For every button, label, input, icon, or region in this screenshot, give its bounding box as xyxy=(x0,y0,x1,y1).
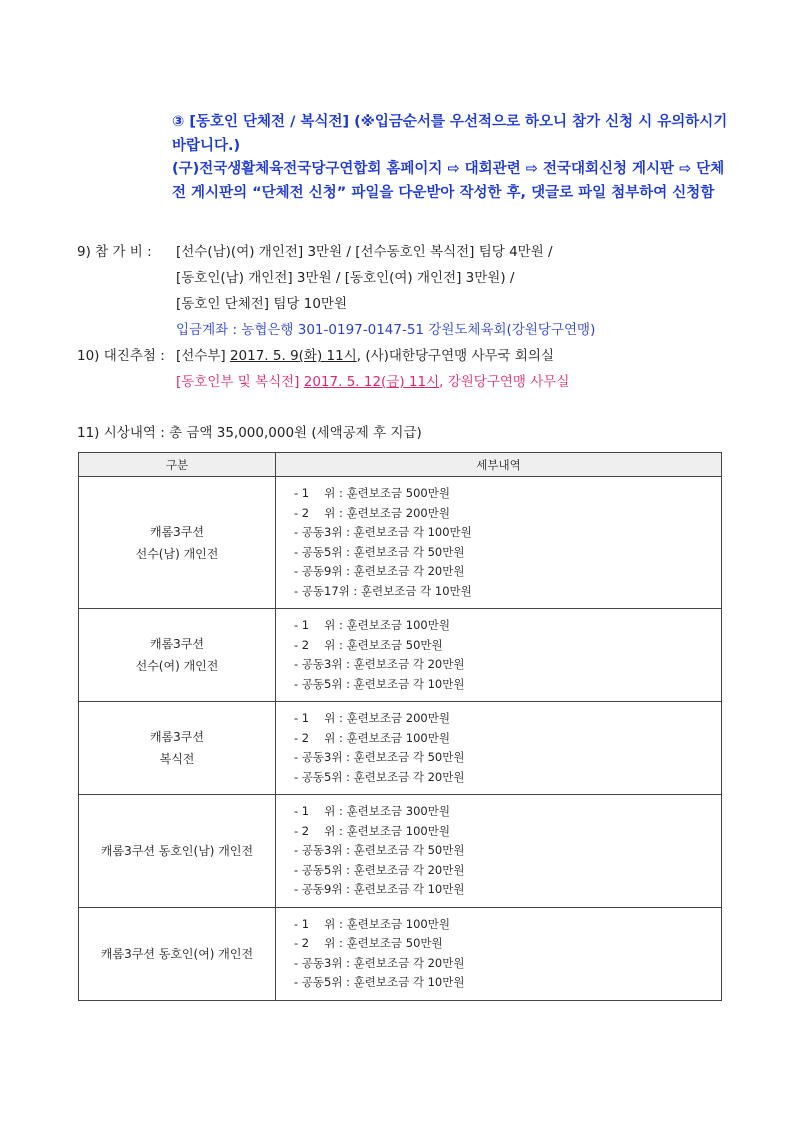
team-entry-instructions: (구)전국생활체육전국당구연합회 홈페이지 ⇨ 대회관련 ⇨ 전국대회신청 게시판 ⇨ 단체전 게시판의 “단체전 신청” 파일을 다운받아 작성한 후, 댓글로 파일 첨부하여 신청함 xyxy=(172,161,725,201)
fee-text-3: [동호인 단체전] 팀당 10만원 xyxy=(176,296,347,312)
prize-detail-line: - 공동3위 : 훈련보조금 각 20만원 xyxy=(294,955,465,970)
draw-label: 10) 대진추첨 : xyxy=(77,348,165,364)
prize-detail-line: - 공동9위 : 훈련보조금 각 20만원 xyxy=(294,564,465,578)
prize-detail-line: - 공동3위 : 훈련보조금 각 100만원 xyxy=(294,525,472,539)
prize-detail-line: - 공동9위 : 훈련보조금 각 10만원 xyxy=(294,882,465,896)
prize-category xyxy=(79,702,276,795)
prize-category xyxy=(79,907,276,1000)
category-line: 캐롬3쿠션 xyxy=(149,637,204,651)
category-line: 캐롬3쿠션 동호인(여) 개인전 xyxy=(100,946,254,961)
prize-details xyxy=(276,609,722,702)
team-entry-notice xyxy=(172,111,738,205)
prize-detail-line: - 1 위 : 훈련보조금 200만원 xyxy=(294,711,450,725)
prize-table xyxy=(78,452,722,1001)
draw-amateur-prefix: [동호인부 및 복식전] xyxy=(176,374,304,390)
prize-detail-line: - 1 위 : 훈련보조금 100만원 xyxy=(294,618,450,632)
draw-amateur-location: , 강원당구연맹 사무실 xyxy=(439,374,570,390)
prize-category xyxy=(79,609,276,702)
header-details: 세부내역 xyxy=(276,453,722,477)
prize-row xyxy=(79,702,722,795)
draw-amateur-text xyxy=(176,372,569,392)
fee-text-1: [선수(남)(여) 개인전] 3만원 / [선수동호인 복식전] 팀당 4만원 / xyxy=(176,244,553,260)
category-line: 캐롬3쿠션 xyxy=(149,524,204,539)
prize-category xyxy=(79,477,276,609)
prize-category xyxy=(79,795,276,908)
header-category: 구분 xyxy=(79,453,276,477)
prize-detail-line: - 2 위 : 훈련보조금 100만원 xyxy=(294,730,450,745)
prize-detail-line: - 공동5위 : 훈련보조금 각 10만원 xyxy=(294,975,465,989)
prize-detail-line: - 공동17위 : 훈련보조금 각 10만원 xyxy=(294,583,472,598)
draw-amateur-date: 2017. 5. 12(금) 11시 xyxy=(303,374,440,390)
prize-detail-line: - 공동3위 : 훈련보조금 각 20만원 xyxy=(294,657,465,671)
draw-player-text xyxy=(176,346,554,366)
prize-row xyxy=(79,907,722,1000)
prize-detail-line: - 2 위 : 훈련보조금 50만원 xyxy=(294,637,443,652)
prize-details xyxy=(276,702,722,795)
prize-row xyxy=(79,477,722,609)
bank-account: 입금계좌 : 농협은행 301-0197-0147-51 강원도체육회(강원당구연맹) xyxy=(176,322,596,338)
prize-detail-line: - 공동5위 : 훈련보조금 각 10만원 xyxy=(294,676,465,691)
prize-table-header xyxy=(79,453,722,477)
prize-detail-line: - 1 위 : 훈련보조금 100만원 xyxy=(294,916,450,931)
category-line: 캐롬3쿠션 동호인(남) 개인전 xyxy=(100,843,254,858)
prize-detail-line: - 1 위 : 훈련보조금 300만원 xyxy=(294,804,450,818)
prize-detail-line: - 공동5위 : 훈련보조금 각 20만원 xyxy=(294,862,465,877)
prize-table-body xyxy=(79,477,722,1001)
prize-detail-line: - 2 위 : 훈련보조금 100만원 xyxy=(294,823,450,838)
category-line: 캐롬3쿠션 xyxy=(149,730,204,744)
draw-player-location: , (사)대한당구연맹 사무국 회의실 xyxy=(356,348,554,364)
prize-detail-line: - 1 위 : 훈련보조금 500만원 xyxy=(294,486,450,500)
category-line: 선수(남) 개인전 xyxy=(135,546,219,561)
prize-detail-line: - 2 위 : 훈련보조금 50만원 xyxy=(294,936,443,950)
fee-label: 9) 참 가 비 : xyxy=(77,244,152,260)
prize-row xyxy=(79,609,722,702)
prize-details xyxy=(276,907,722,1000)
prize-title: 11) 시상내역 : 총 금액 35,000,000원 (세액공제 후 지급) xyxy=(77,425,422,441)
draw-player-prefix: [선수부] xyxy=(176,348,230,364)
prize-detail-line: - 공동3위 : 훈련보조금 각 50만원 xyxy=(294,750,465,764)
draw-player-date: 2017. 5. 9(화) 11시 xyxy=(229,348,357,364)
fee-text-2: [동호인(남) 개인전] 3만원 / [동호인(여) 개인전] 3만원) / xyxy=(176,270,515,286)
prize-detail-line: - 공동5위 : 훈련보조금 각 50만원 xyxy=(294,544,465,559)
prize-row xyxy=(79,795,722,908)
prize-detail-line: - 공동3위 : 훈련보조금 각 50만원 xyxy=(294,843,465,857)
category-line: 선수(여) 개인전 xyxy=(135,659,219,673)
prize-detail-line: - 공동5위 : 훈련보조금 각 20만원 xyxy=(294,769,465,784)
prize-details xyxy=(276,795,722,908)
category-line: 복식전 xyxy=(159,752,195,766)
prize-details xyxy=(276,477,722,609)
team-entry-heading: ③ [동호인 단체전 / 복식전] (※입금순서를 우선적으로 하오니 참가 신청 시 유의하시기 바랍니다.) xyxy=(172,114,728,154)
prize-detail-line: - 2 위 : 훈련보조금 200만원 xyxy=(294,505,450,520)
